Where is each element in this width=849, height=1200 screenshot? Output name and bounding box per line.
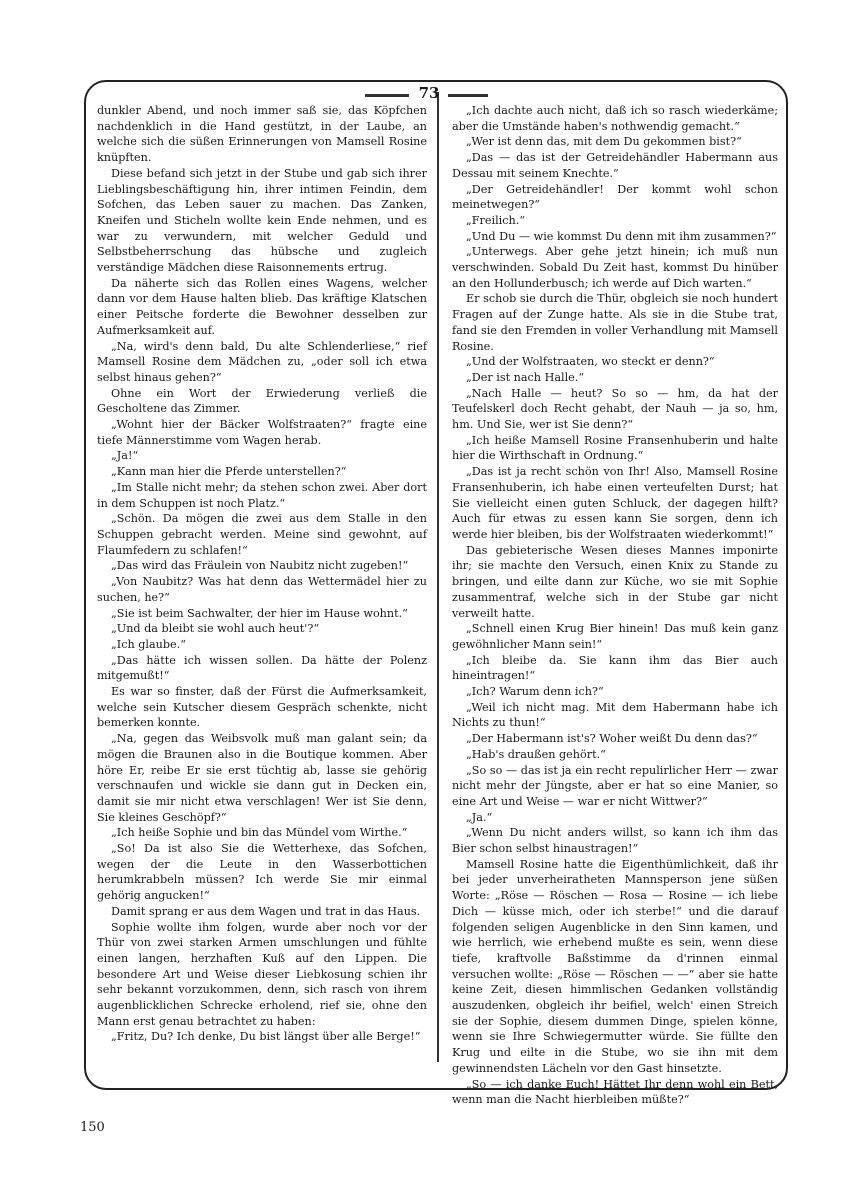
- paragraph: „Ich heiße Mamsell Rosine Fransenhuberin und halte hier die Wirthschaft in Ordnung.“: [452, 433, 778, 463]
- paragraph: „Der Habermann ist's? Woher weißt Du denn das?“: [466, 732, 758, 746]
- header-rule-right: [448, 94, 488, 97]
- column-divider: [437, 92, 439, 1062]
- paragraph: Das gebieterische Wesen dieses Mannes imponirte ihr; sie machte den Versuch, einen Knix zu Stande zu bringen, und eilte dann zur Küche, wo sie mit Sophie zusammentraf, welche sich in der Stube gar nicht verweilt hatte.: [452, 543, 778, 620]
- paragraph: „So! Da ist also Sie die Wetterhexe, das Sofchen, wegen der die Leute in den Wasserbottichen herumkrabbeln müssen? Ich werde Sie mir einmal gehörig angucken!“: [97, 842, 427, 903]
- paragraph: „Wohnt hier der Bäcker Wolfstraaten?“ fragte eine tiefe Männerstimme vom Wagen herab.: [97, 418, 427, 447]
- page-number: 73: [418, 84, 440, 102]
- paragraph: „Na, gegen das Weibsvolk muß man galant sein; da mögen die Braunen also in die Boutique kommen. Aber höre Er, reibe Er sie erst tüchtig ab, lasse sie gehörig verschnaufen und wickle sie dann gut in Decken ein, damit sie mir nicht etwa verschlagen! Wer ist Sie denn, Sie kleines Geschöpf?“: [97, 732, 427, 824]
- paragraph: Sophie wollte ihm folgen, wurde aber noch vor der Thür von zwei starken Armen umschlungen und fühlte einen langen, herzhaften Kuß auf den Lippen. Die besondere Art und Weise dieser Liebkosung schien ihr sehr bekannt vorzukommen, denn, sich rasch von ihrem augenblicklichen Schrecke erholend, rief sie, ohne den Mann erst genau betrachtet zu haben:: [97, 920, 427, 1028]
- paragraph: „Im Stalle nicht mehr; da stehen schon zwei. Aber dort in dem Schuppen ist noch Platz.“: [97, 480, 427, 510]
- paragraph: Mamsell Rosine hatte die Eigenthümlichkeit, daß ihr bei jeder unverheiratheten Mannsperson jene süßen Worte: „Röse — Röschen — Rosa — Rosine — ich liebe Dich — küsse mich, oder ich sterbe!“ und die darauf folgenden seligen Augenblicke in den Sinn kamen, und wie herrlich, wie erhebend mußte es sein, wenn diese tiefe, kraftvolle Baßstimme da d'rinnen einmal versuchen wollte: „Röse — Röschen — —“ aber sie hatte keine Zeit, diesen himmlischen Gedanken vollständig auszudenken, obgleich ihr beifiel, welch' einen Streich sie der Sophie, diesem dummen Dinge, spielen könne, wenn sie Ihre Schwiegermutter würde. Sie füllte den Krug und eilte in die Stube, wo sie ihn mit dem gewinnendsten Lächeln vor den Gast hinsetzte.: [452, 857, 778, 1075]
- paragraph: „Das — das ist der Getreidehändler Habermann aus Dessau mit seinem Knechte.“: [452, 151, 778, 180]
- paragraph: „Das hätte ich wissen sollen. Da hätte der Polenz mitgemußt!“: [97, 653, 427, 683]
- paragraph: „Das wird das Fräulein von Naubitz nicht zugeben!“: [111, 559, 409, 573]
- paragraph: „Wer ist denn das, mit dem Du gekommen bist?“: [466, 135, 742, 149]
- paragraph: „Freilich.“: [466, 213, 526, 227]
- paragraph: „Kann man hier die Pferde unterstellen?“: [111, 465, 347, 479]
- left-column: [97, 103, 427, 1058]
- paragraph: „Weil ich nicht mag. Mit dem Habermann habe ich Nichts zu thun!“: [452, 700, 778, 730]
- paragraph: „Und der Wolfstraaten, wo steckt er denn?“: [466, 355, 715, 369]
- paragraph: „Ich? Warum denn ich?“: [466, 685, 604, 699]
- footer-number: 150: [80, 1120, 105, 1135]
- paragraph: „Na, wird's denn bald, Du alte Schlenderliese,“ rief Mamsell Rosine dem Mädchen zu, „oder soll ich etwa selbst hinaus gehen?“: [97, 339, 427, 384]
- paragraph: „Der ist nach Halle.“: [466, 370, 585, 384]
- paragraph: „Ich heiße Sophie und bin das Mündel vom Wirthe.“: [111, 826, 408, 840]
- paragraph: „Schnell einen Krug Bier hinein! Das muß kein ganz gewöhnlicher Mann sein!“: [452, 622, 778, 651]
- paragraph: „Das ist ja recht schön von Ihr! Also, Mamsell Rosine Fransenhuberin, ich habe einen verteufelten Durst; hat Sie vielleicht einen guten Schluck, der dagegen hilft? Auch für etwas zu essen kann Sie sorgen, denn ich werde hier bleiben, bis der Wolfstraaten wiederkommt!“: [452, 465, 778, 541]
- paragraph: „Ich dachte auch nicht, daß ich so rasch wiederkäme; aber die Umstände haben's nothwendig gemacht.“: [452, 104, 778, 133]
- paragraph: „Ja.“: [466, 810, 493, 824]
- paragraph: „Fritz, Du? Ich denke, Du bist längst über alle Berge!“: [111, 1030, 421, 1044]
- paragraph: „So — ich danke Euch! Hättet Ihr denn wohl ein Bett, wenn man die Nacht hierbleiben müßte?“: [452, 1077, 778, 1107]
- paragraph: „Ich bleibe da. Sie kann ihm das Bier auch hineintragen!“: [452, 653, 778, 683]
- paragraph: „Ja!“: [111, 449, 139, 463]
- paragraph: „Schön. Da mögen die zwei aus dem Stalle in den Schuppen gebracht werden. Meine sind gewohnt, auf Flaumfedern zu schlafen!“: [97, 512, 427, 557]
- paragraph: Er schob sie durch die Thür, obgleich sie noch hundert Fragen auf der Zunge hatte. Als sie in die Stube trat, fand sie den Fremden in voller Verhandlung mit Mamsell Rosine.: [452, 292, 778, 353]
- paragraph: Damit sprang er aus dem Wagen und trat in das Haus.: [111, 904, 421, 918]
- paragraph: „Hab's draußen gehört.“: [466, 747, 606, 761]
- header-rule-left: [365, 94, 409, 97]
- paragraph: „Wenn Du nicht anders willst, so kann ich ihm das Bier schon selbst hinaustragen!“: [452, 826, 778, 856]
- paragraph: „Und da bleibt sie wohl auch heut'?“: [111, 622, 320, 636]
- paragraph: „Und Du — wie kommst Du denn mit ihm zusammen?“: [466, 229, 777, 243]
- page-header: [0, 84, 849, 104]
- paragraph: „Unterwegs. Aber gehe jetzt hinein; ich muß nun verschwinden. Sobald Du Zeit hast, kommst Du hinüber an den Hollunderbusch; ich werde auf Dich warten.“: [452, 245, 778, 290]
- paragraph: Es war so finster, daß der Fürst die Aufmerksamkeit, welche sein Kutscher diesem Gespräch schenkte, nicht bemerken konnte.: [97, 685, 427, 730]
- paragraph: Da näherte sich das Rollen eines Wagens, welcher dann vor dem Hause halten blieb. Das kräftige Klatschen einer Peitsche forderte die Bewohner desselben zur Aufmerksamkeit auf.: [97, 276, 427, 337]
- paragraph: „Sie ist beim Sachwalter, der hier im Hause wohnt.“: [111, 606, 408, 620]
- paragraph: Diese befand sich jetzt in der Stube und gab sich ihrer Lieblingsbeschäftigung hin, ihrer intimen Feindin, dem Sofchen, das Leben sauer zu machen. Das Zanken, Kneifen und Sticheln wollte kein Ende nehmen, und es war zu verwundern, mit welcher Geduld und Selbstbeherrschung das hübsche und zugleich verständige Mädchen diese Raisonnements ertrug.: [97, 166, 427, 275]
- paragraph: „Der Getreidehändler! Der kommt wohl schon meinetwegen?“: [452, 182, 778, 212]
- paragraph: „Ich glaube.“: [111, 637, 186, 651]
- paragraph: „Von Naubitz? Was hat denn das Wettermädel hier zu suchen, he?“: [97, 575, 427, 604]
- paragraph: „So so — das ist ja ein recht repulirlicher Herr — zwar nicht mehr der Jüngste, aber er hat so eine Manier, so eine Art und Weise — war er nicht Wittwer?“: [452, 763, 778, 808]
- paragraph: „Nach Halle — heut? So so — hm, da hat der Teufelskerl doch Recht gehabt, der Nauh — ja so, hm, hm. Und Sie, wer ist Sie denn?“: [452, 386, 778, 432]
- right-column: [452, 103, 778, 1107]
- paragraph: dunkler Abend, und noch immer saß sie, das Köpfchen nachdenklich in die Hand gestützt, in der Laube, an welche sich die süßen Erinnerungen von Mamsell Rosine knüpften.: [97, 104, 427, 165]
- paragraph: Ohne ein Wort der Erwiederung verließ die Gescholtene das Zimmer.: [97, 386, 427, 416]
